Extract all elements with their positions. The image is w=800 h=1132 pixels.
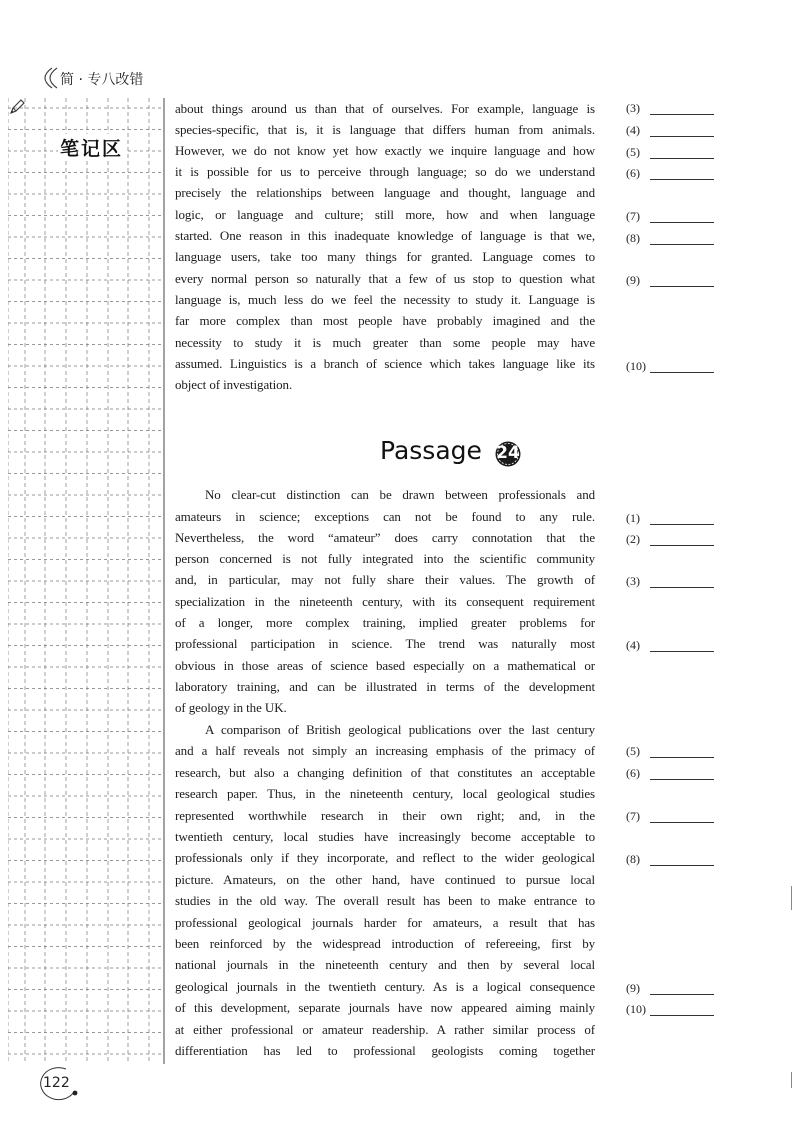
answer-blank[interactable] — [626, 142, 714, 162]
text-line: precisely the relationships between language and thought, language and — [175, 185, 595, 200]
text-line: studies in the old way. The overall result has been to make entrance to — [175, 893, 595, 908]
text-line: national journals in the nineteenth century and then by several local — [175, 957, 595, 972]
answer-number: (8) — [626, 231, 640, 245]
answer-number: (1) — [626, 511, 640, 525]
text-line: of geology in the UK. — [175, 700, 287, 715]
answer-blank[interactable] — [626, 163, 714, 183]
answer-blank[interactable] — [626, 120, 714, 140]
passage-number: 24 — [496, 443, 520, 463]
answer-number: (6) — [626, 766, 640, 780]
text-line: professionals only if they incorporate, and reflect to the wider geological — [175, 850, 595, 865]
answer-number: (3) — [626, 574, 640, 588]
answer-number: (6) — [626, 166, 640, 180]
text-line: started. One reason in this inadequate knowledge of language is that we, — [175, 228, 595, 243]
notes-grid — [8, 98, 166, 1064]
answer-blank[interactable] — [626, 806, 714, 826]
text-line: about things around us than that of ourselves. For example, language is — [175, 101, 595, 116]
text-line: represented worthwhile research in their own right; and, in the — [175, 808, 595, 823]
answer-blank[interactable] — [626, 849, 714, 869]
answer-blank[interactable] — [626, 999, 714, 1019]
text-line: language is, much less do we feel the necessity to study it. Language is — [175, 292, 595, 307]
answer-blank[interactable] — [626, 356, 714, 376]
text-line: every normal person so naturally that a few of us stop to question what — [175, 271, 595, 286]
passage-number-badge — [495, 439, 525, 469]
text-line: assumed. Linguistics is a branch of science which takes language like its — [175, 356, 595, 371]
text-line: twentieth century, local studies have increasingly become acceptable to — [175, 829, 595, 844]
text-line: language users, take too many things for granted. Language comes to — [175, 249, 595, 264]
answer-number: (4) — [626, 123, 640, 137]
text-line: been reinforced by the widespread introduction of refereeing, first by — [175, 936, 595, 951]
text-line: necessity to study it is much greater than some people may have — [175, 335, 595, 350]
answer-blank[interactable] — [626, 228, 714, 248]
answer-number: (5) — [626, 744, 640, 758]
notes-area — [8, 98, 166, 1064]
answer-number: (10) — [626, 359, 646, 373]
text-line: laboratory training, and can be illustrated in terms of the development — [175, 679, 595, 694]
pencil-icon — [8, 98, 26, 116]
text-line: Nevertheless, the word “amateur” does carry connotation that the — [175, 530, 595, 545]
page-number-badge — [36, 1064, 82, 1104]
answer-blank[interactable] — [626, 741, 714, 761]
answer-blank[interactable] — [626, 529, 714, 549]
text-line: geological journals in the twentieth century. As is a logical consequence — [175, 979, 595, 994]
text-line: and, in particular, may not fully share their values. The growth of — [175, 572, 595, 587]
text-line: research, but also a changing definition of that constitutes an acceptable — [175, 765, 595, 780]
scan-edge-mark — [791, 886, 792, 910]
text-line: professional participation in science. The trend was naturally most — [175, 636, 595, 651]
answer-blank[interactable] — [626, 635, 714, 655]
notes-area-label: 笔记区 — [58, 134, 125, 161]
text-line: and a half reveals not simply an increasing emphasis of the primacy of — [175, 743, 595, 758]
answer-number: (9) — [626, 981, 640, 995]
text-line: specialization in the nineteenth century, with its consequent requirement — [175, 594, 595, 609]
header-title: 简 · 专八改错 — [60, 72, 144, 88]
answer-blank[interactable] — [626, 508, 714, 528]
passage-title: Passage — [380, 436, 482, 465]
text-line: research paper. Thus, in the nineteenth century, local geological studies — [175, 786, 595, 801]
answer-number: (5) — [626, 145, 640, 159]
answer-number: (10) — [626, 1002, 646, 1016]
chevron-decoration-icon — [36, 66, 62, 90]
text-line: of this development, separate journals have now appeared aiming mainly — [175, 1000, 595, 1015]
text-line: differentiation has led to professional geologists coming together — [175, 1043, 595, 1058]
text-line: object of investigation. — [175, 377, 293, 392]
text-line: obvious in those areas of science based especially on a mathematical or — [175, 658, 595, 673]
text-line: it is possible for us to perceive through language; so do we understand — [175, 164, 595, 179]
answer-number: (4) — [626, 638, 640, 652]
answer-blank[interactable] — [626, 206, 714, 226]
answer-number: (3) — [626, 101, 640, 115]
answer-number: (8) — [626, 852, 640, 866]
answer-blank[interactable] — [626, 98, 714, 118]
text-line: of a longer, more complex training, implied greater problems for — [175, 615, 595, 630]
answer-blank[interactable] — [626, 571, 714, 591]
text-line: at either professional or amateur readership. A rather similar process of — [175, 1022, 595, 1037]
text-line: amateurs in science; exceptions can not be found to any rule. — [175, 509, 595, 524]
answer-number: (7) — [626, 809, 640, 823]
text-line: No clear-cut distinction can be drawn between professionals and — [205, 487, 595, 502]
text-line: far more complex than most people have probably imagined and the — [175, 313, 595, 328]
text-line: A comparison of British geological publications over the last century — [205, 722, 595, 737]
text-line: logic, or language and culture; still more, how and when language — [175, 207, 595, 222]
text-line: picture. Amateurs, on the other hand, have continued to pursue local — [175, 872, 595, 887]
answer-blank[interactable] — [626, 763, 714, 783]
answer-blank[interactable] — [626, 978, 714, 998]
answer-number: (7) — [626, 209, 640, 223]
answer-number: (2) — [626, 532, 640, 546]
answer-blank[interactable] — [626, 270, 714, 290]
page-number: 122 — [43, 1075, 70, 1091]
text-line: However, we do not know yet how exactly we inquire language and how — [175, 143, 595, 158]
scan-edge-mark — [791, 1072, 792, 1088]
text-line: person concerned is not fully integrated into the scientific community — [175, 551, 595, 566]
text-line: professional geological journals harder for amateurs, a result that has — [175, 915, 595, 930]
answer-number: (9) — [626, 273, 640, 287]
text-line: species-specific, that is, it is language that differs human from animals. — [175, 122, 595, 137]
